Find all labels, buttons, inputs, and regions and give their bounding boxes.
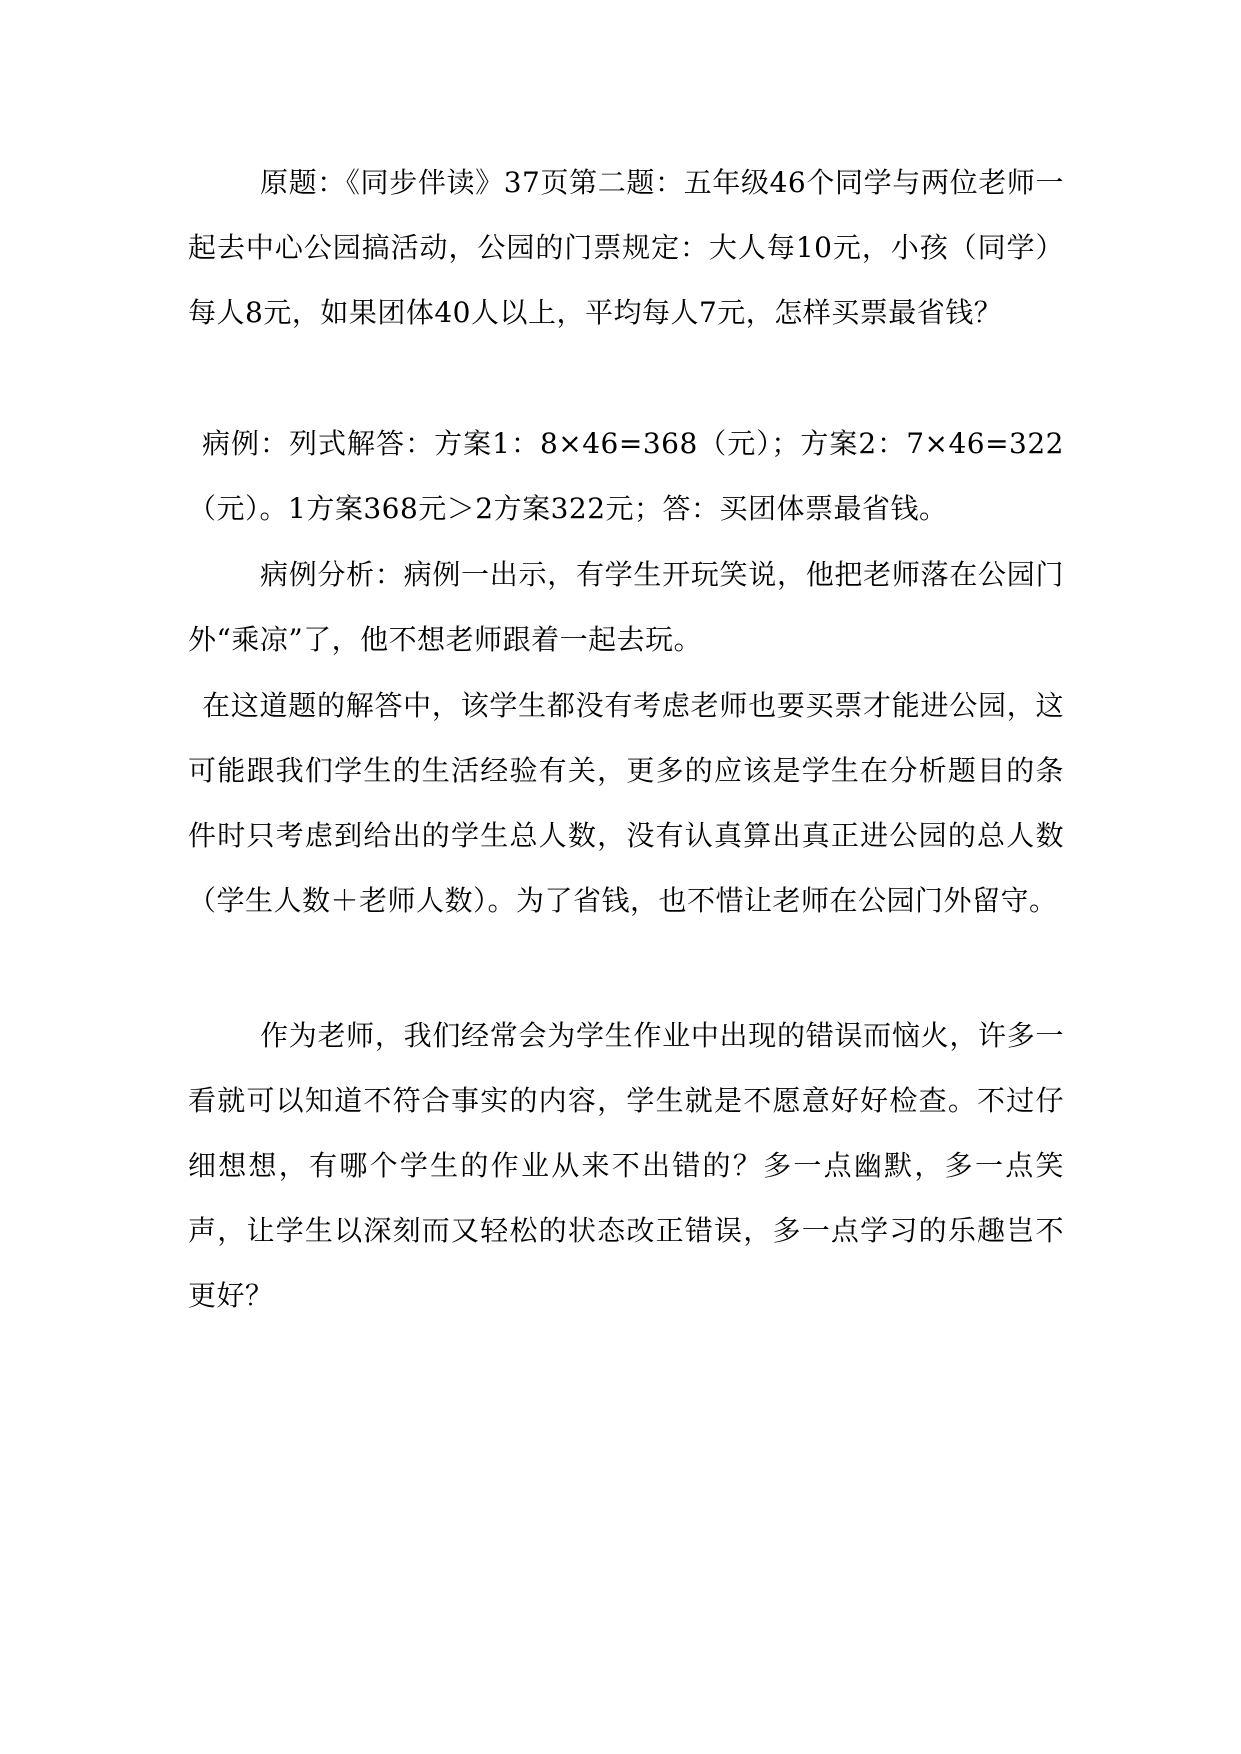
paragraph-wrong-solution: 病例：列式解答：方案1：8×46=368（元）；方案2：7×46=322（元）。1方案368元＞2方案322元；答：买团体票最省钱。 xyxy=(188,427,1064,525)
paragraph-problem: 原题：《同步伴读》37页第二题：五年级46个同学与两位老师一起去中心公园搞活动，公园的门票规定：大人每10元，小孩（同学）每人8元，如果团体40人以上，平均每人7元，怎样买票最省钱？ xyxy=(188,166,1064,329)
paragraph-explanation: 在这道题的解答中，该学生都没有考虑老师也要买票才能进公园，这可能跟我们学生的生活经验有关，更多的应该是学生在分析题目的条件时只考虑到给出的学生总人数，没有认真算出真正进公园的总人数（学生人数＋老师人数）。为了省钱，也不惜让老师在公园门外留守。 xyxy=(188,689,1064,917)
paragraph-reflection: 作为老师，我们经常会为学生作业中出现的错误而恼火，许多一看就可以知道不符合事实的内容，学生就是不愿意好好检查。不过仔细想想，有哪个学生的作业从来不出错的？多一点幽默，多一点笑声，让学生以深刻而又轻松的状态改正错误，多一点学习的乐趣岂不更好？ xyxy=(188,1019,1064,1312)
paragraph-analysis: 病例分析：病例一出示，有学生开玩笑说，他把老师落在公园门外“乘凉”了，他不想老师跟着一起去玩。 xyxy=(188,558,1064,656)
